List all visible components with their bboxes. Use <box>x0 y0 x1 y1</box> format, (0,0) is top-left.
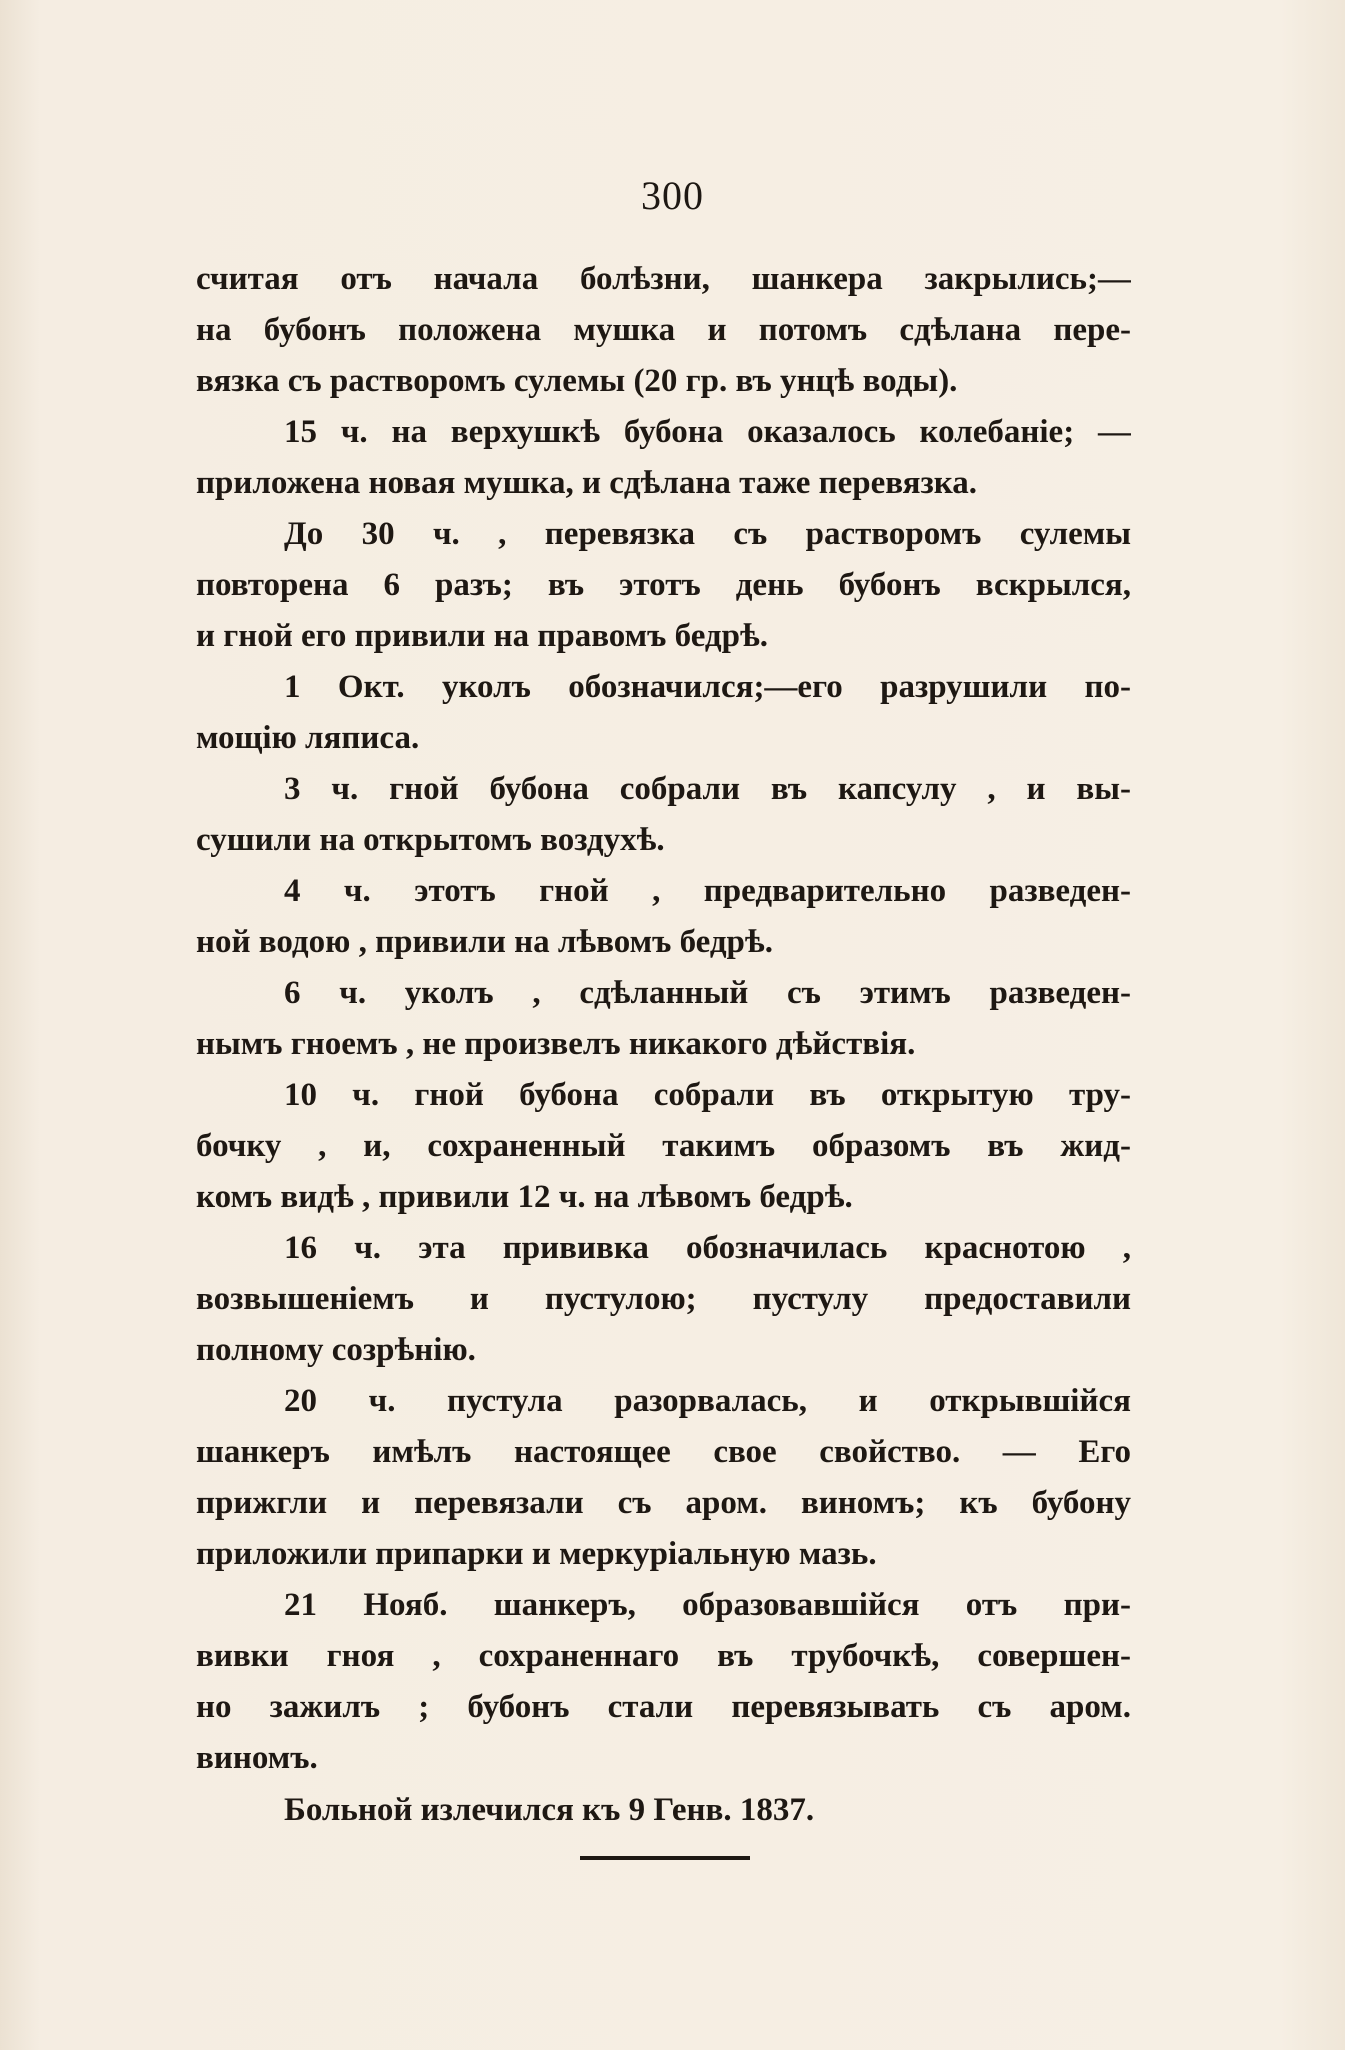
end-rule <box>580 1856 750 1860</box>
text-line: повторена 6 разъ; въ этотъ день бубонъ вскрылся, <box>196 567 1131 603</box>
text-line: 3 ч. гной бубона собрали въ капсулу , и вы- <box>284 771 1131 807</box>
text-line: 20 ч. пустула разорвалась, и открывшійся <box>284 1383 1131 1419</box>
text-line: виномъ. <box>196 1740 318 1776</box>
text-line: нымъ гноемъ , не произвелъ никакого дѣйствія. <box>196 1026 916 1062</box>
text-line: ной водою , привили на лѣвомъ бедрѣ. <box>196 924 773 960</box>
text-line: комъ видѣ , привили 12 ч. на лѣвомъ бедрѣ. <box>196 1179 853 1215</box>
text-line: но зажилъ ; бубонъ стали перевязывать съ аром. <box>196 1689 1131 1725</box>
text-line: считая отъ начала болѣзни, шанкера закрылись;— <box>196 261 1131 297</box>
text-line: 6 ч. уколъ , сдѣланный съ этимъ разведен- <box>284 975 1131 1011</box>
text-line: 4 ч. этотъ гной , предварительно разведен- <box>284 873 1131 909</box>
text-line: шанкеръ имѣлъ настоящее свое свойство. — Его <box>196 1434 1131 1470</box>
text-line: вивки гноя , сохраненнаго въ трубочкѣ, совершен- <box>196 1638 1131 1674</box>
text-line: приложена новая мушка, и сдѣлана таже перевязка. <box>196 465 978 501</box>
body-text <box>196 254 1131 1784</box>
text-line: приложили припарки и меркуріальную мазь. <box>196 1536 877 1572</box>
text-line: 16 ч. эта прививка обозначилась краснотою , <box>284 1230 1131 1266</box>
text-line: возвышеніемъ и пустулою; пустулу предоставили <box>196 1281 1131 1317</box>
text-line: 21 Нояб. шанкеръ, образовавшійся отъ при- <box>284 1587 1131 1623</box>
text-line: До 30 ч. , перевязка съ растворомъ сулемы <box>284 516 1131 552</box>
text-line: на бубонъ положена мушка и потомъ сдѣлана пере- <box>196 312 1131 348</box>
text-line: мощію ляписа. <box>196 720 420 756</box>
text-line: сушили на открытомъ воздухѣ. <box>196 822 665 858</box>
text-line: прижгли и перевязали съ аром. виномъ; къ бубону <box>196 1485 1131 1521</box>
text-line: вязка съ растворомъ сулемы (20 гр. въ унцѣ воды). <box>196 363 958 399</box>
text-line: 1 Окт. уколъ обозначился;—его разрушили по- <box>284 669 1131 705</box>
text-line: бочку , и, сохраненный такимъ образомъ въ жид- <box>196 1128 1131 1164</box>
text-line: и гной его привили на правомъ бедрѣ. <box>196 618 769 654</box>
text-line: 10 ч. гной бубона собрали въ открытую тру- <box>284 1077 1131 1113</box>
page-number: 300 <box>641 173 704 218</box>
text-line: полному созрѣнію. <box>196 1332 476 1368</box>
text-line: 15 ч. на верхушкѣ бубона оказалось колебаніе; — <box>284 414 1131 450</box>
closing-line: Больной излечился къ 9 Генв. 1837. <box>284 1792 815 1828</box>
